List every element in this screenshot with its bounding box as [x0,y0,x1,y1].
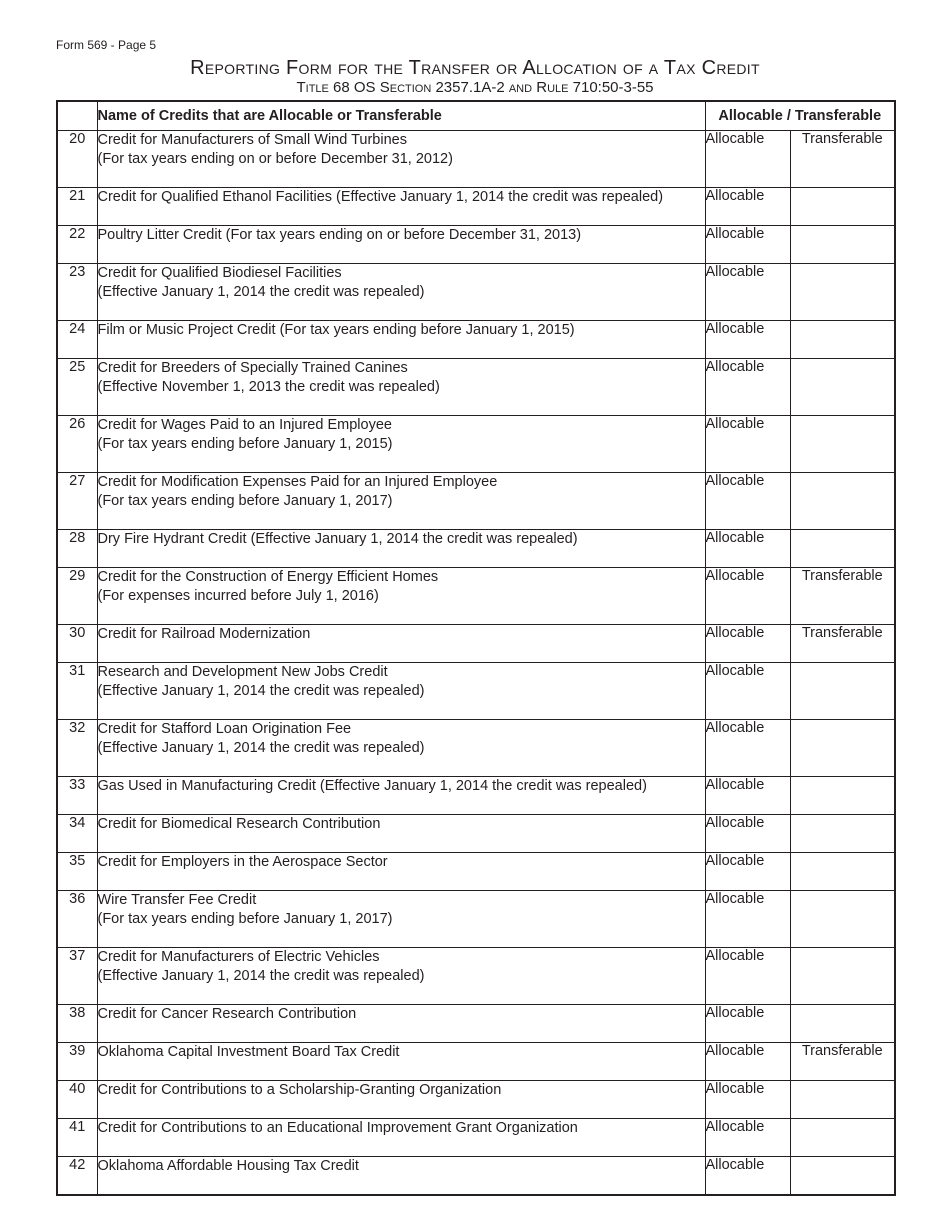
credit-name-line: Credit for Breeders of Specially Trained Canines [97,360,408,376]
credit-number: 26 [57,416,97,473]
table-row [57,625,895,663]
credit-name [97,1119,705,1157]
credit-name-line: Poultry Litter Credit (For tax years ending on or before December 31, 2013) [97,227,582,243]
credit-name-note: (For expenses incurred before July 1, 2016) [97,588,379,604]
credit-name [97,815,705,853]
transferable-cell [790,359,895,416]
credit-name [97,568,705,625]
credit-number: 31 [57,663,97,720]
table-row [57,530,895,568]
allocable-cell: Allocable [705,321,790,359]
table-row [57,777,895,815]
credit-name [97,416,705,473]
credit-name-line: Credit for Manufacturers of Electric Vehicles [97,949,380,965]
credit-name [97,663,705,720]
table-row [57,473,895,530]
table-row [57,853,895,891]
transferable-cell [790,321,895,359]
transferable-cell [790,226,895,264]
credit-name [97,321,705,359]
credit-name-note: (For tax years ending before January 1, 2015) [97,436,393,452]
credit-name [97,853,705,891]
table-row [57,948,895,1005]
transferable-cell [790,777,895,815]
header-number [57,101,97,131]
credit-name-line: Credit for Contributions to an Educational Improvement Grant Organization [97,1120,578,1136]
allocable-cell: Allocable [705,815,790,853]
credit-name [97,359,705,416]
allocable-cell: Allocable [705,131,790,188]
table-row [57,1157,895,1196]
allocable-cell: Allocable [705,568,790,625]
credit-number: 29 [57,568,97,625]
transferable-cell [790,1119,895,1157]
allocable-cell: Allocable [705,891,790,948]
credit-number: 21 [57,188,97,226]
transferable-cell: Transferable [790,131,895,188]
credit-number: 34 [57,815,97,853]
table-row [57,416,895,473]
credit-name-line: Credit for Stafford Loan Origination Fee [97,721,352,737]
credit-name [97,948,705,1005]
transferable-cell [790,891,895,948]
allocable-cell: Allocable [705,188,790,226]
credit-name-line: Credit for Employers in the Aerospace Sector [97,854,388,870]
allocable-cell: Allocable [705,948,790,1005]
credit-name-note: (Effective January 1, 2014 the credit was repealed) [97,683,425,699]
credit-name [97,891,705,948]
credit-number: 36 [57,891,97,948]
credit-name-line: Credit for Wages Paid to an Injured Employee [97,417,392,433]
allocable-cell: Allocable [705,264,790,321]
credit-name [97,188,705,226]
credit-number: 33 [57,777,97,815]
transferable-cell [790,530,895,568]
credit-name-note: (Effective November 1, 2013 the credit was repealed) [97,379,440,395]
table-row [57,1119,895,1157]
allocable-cell: Allocable [705,853,790,891]
credit-name-note: (Effective January 1, 2014 the credit was repealed) [97,740,425,756]
credit-name [97,720,705,777]
credit-name-note: (Effective January 1, 2014 the credit was repealed) [97,284,425,300]
transferable-cell [790,720,895,777]
credit-number: 39 [57,1043,97,1081]
transferable-cell [790,264,895,321]
credits-table [56,100,896,1196]
credit-number: 40 [57,1081,97,1119]
credit-name-note: (For tax years ending before January 1, 2017) [97,911,393,927]
credit-name-line: Credit for Contributions to a Scholarship-Granting Organization [97,1082,502,1098]
transferable-cell [790,663,895,720]
table-row [57,891,895,948]
allocable-cell: Allocable [705,1119,790,1157]
credit-name-line: Credit for Railroad Modernization [97,626,311,642]
credit-name-note: (For tax years ending on or before December 31, 2012) [97,151,453,167]
allocable-cell: Allocable [705,530,790,568]
table-row [57,131,895,188]
table-row [57,226,895,264]
table-row [57,1081,895,1119]
credit-number: 27 [57,473,97,530]
table-row [57,720,895,777]
allocable-cell: Allocable [705,777,790,815]
credit-number: 37 [57,948,97,1005]
credit-name [97,1005,705,1043]
credit-name [97,1157,705,1196]
credit-name [97,131,705,188]
credit-name-line: Dry Fire Hydrant Credit (Effective January 1, 2014 the credit was repealed) [97,531,578,547]
credit-name-line: Credit for Manufacturers of Small Wind Turbines [97,132,407,148]
allocable-cell: Allocable [705,359,790,416]
credit-number: 30 [57,625,97,663]
credit-number: 38 [57,1005,97,1043]
header-allocable-transferable: Allocable / Transferable [705,101,895,131]
credit-name-line: Credit for Cancer Research Contribution [97,1006,357,1022]
allocable-cell: Allocable [705,226,790,264]
credit-number: 28 [57,530,97,568]
credit-name-line: Credit for Modification Expenses Paid for an Injured Employee [97,474,498,490]
credit-number: 22 [57,226,97,264]
credit-name [97,530,705,568]
allocable-cell: Allocable [705,473,790,530]
transferable-cell [790,1081,895,1119]
table-row [57,188,895,226]
credit-number: 23 [57,264,97,321]
credit-name-line: Wire Transfer Fee Credit [97,892,257,908]
credit-number: 20 [57,131,97,188]
credit-number: 41 [57,1119,97,1157]
credit-name [97,1043,705,1081]
credit-name-line: Credit for Qualified Biodiesel Facilities [97,265,342,281]
transferable-cell [790,853,895,891]
table-row [57,1005,895,1043]
credit-name-line: Research and Development New Jobs Credit [97,664,388,680]
transferable-cell: Transferable [790,625,895,663]
credit-number: 35 [57,853,97,891]
credit-number: 24 [57,321,97,359]
table-row [57,663,895,720]
allocable-cell: Allocable [705,625,790,663]
credit-number: 42 [57,1157,97,1196]
transferable-cell [790,815,895,853]
table-row [57,815,895,853]
table-row [57,264,895,321]
credit-name [97,1081,705,1119]
credit-name-line: Oklahoma Affordable Housing Tax Credit [97,1158,359,1174]
transferable-cell [790,188,895,226]
credit-number: 25 [57,359,97,416]
transferable-cell: Transferable [790,568,895,625]
credit-name-line: Credit for Qualified Ethanol Facilities (Effective January 1, 2014 the credit was repealed) [97,189,664,205]
credit-name-line: Credit for the Construction of Energy Efficient Homes [97,569,439,585]
credit-name-line: Oklahoma Capital Investment Board Tax Credit [97,1044,400,1060]
credit-name-note: (Effective January 1, 2014 the credit was repealed) [97,968,425,984]
form-title: Reporting Form for the Transfer or Allocation of a Tax Credit [190,57,760,79]
table-row [57,359,895,416]
credit-rows [57,131,895,1196]
credit-name-line: Film or Music Project Credit (For tax years ending before January 1, 2015) [97,322,575,338]
table-row [57,568,895,625]
credit-name [97,777,705,815]
credit-number: 32 [57,720,97,777]
header-credit-name: Name of Credits that are Allocable or Transferable [97,101,705,131]
credit-name [97,473,705,530]
credit-name-line: Credit for Biomedical Research Contribution [97,816,381,832]
transferable-cell [790,416,895,473]
allocable-cell: Allocable [705,663,790,720]
allocable-cell: Allocable [705,416,790,473]
transferable-cell [790,1157,895,1196]
transferable-cell [790,948,895,1005]
allocable-cell: Allocable [705,1081,790,1119]
transferable-cell [790,473,895,530]
allocable-cell: Allocable [705,1157,790,1196]
form-page-label: Form 569 - Page 5 [56,38,157,52]
table-header-row [57,101,895,131]
allocable-cell: Allocable [705,1005,790,1043]
credit-name [97,625,705,663]
allocable-cell: Allocable [705,1043,790,1081]
transferable-cell [790,1005,895,1043]
form-subtitle: Title 68 OS Section 2357.1A-2 and Rule 710:50-3-55 [296,79,654,96]
table-row [57,321,895,359]
allocable-cell: Allocable [705,720,790,777]
table-row [57,1043,895,1081]
transferable-cell: Transferable [790,1043,895,1081]
credit-name-line: Gas Used in Manufacturing Credit (Effective January 1, 2014 the credit was repealed) [97,778,647,794]
credit-name-note: (For tax years ending before January 1, 2017) [97,493,393,509]
credit-name [97,264,705,321]
credit-name [97,226,705,264]
